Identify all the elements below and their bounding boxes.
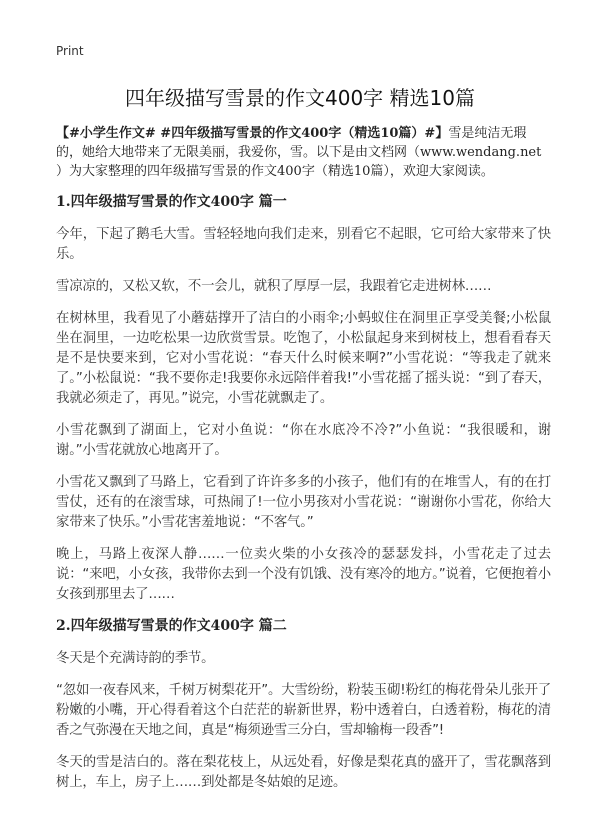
paragraph: 在树林里，我看见了小蘑菇撑开了洁白的小雨伞;小蚂蚁住在洞里正享受美餐;小松鼠坐在洞里，一边吃松果一边欣赏雪景。吃饱了，小松鼠起身来到树枝上，想看看春天是不是快要来到，它对小雪花说：“春天什么时候来啊?”小雪花说：“等我走了就来了。”小松鼠说：“我不要你走!我要你永远陪伴着我!”小雪花摇了摇头说：“到了春天，我就必须走了，再见。”说完，小雪花就飘走了。 [56, 311, 551, 406]
article-body [56, 124, 551, 805]
print-link[interactable]: Print [56, 44, 84, 58]
section-heading: 2.四年级描写雪景的作文400字 篇二 [56, 618, 287, 634]
paragraph: 晚上，马路上夜深人静……一位卖火柴的小女孩冷的瑟瑟发抖，小雪花走了过去说：“来吧，小女孩，我带你去到一个没有饥饿、没有寒冷的地方。”说着，它便抱着小女孩到那里去了…… [56, 547, 551, 602]
paragraph: 小雪花飘到了湖面上，它对小鱼说：“你在水底冷不冷?”小鱼说：“我很暖和，谢谢。”小雪花就放心地离开了。 [56, 423, 551, 458]
paragraph: 雪凉凉的，又松又软，不一会儿，就积了厚厚一层，我跟着它走进树林…… [56, 279, 492, 294]
paragraph: 冬天是个充满诗韵的季节。 [56, 651, 215, 666]
paragraph: 小雪花又飘到了马路上，它看到了许许多多的小孩子，他们有的在堆雪人，有的在打雪仗，还有的在滚雪球，可热闹了!一位小男孩对小雪花说：“谢谢你小雪花，你给大家带来了快乐。”小雪花害羞地说：“不客气。” [56, 475, 551, 530]
intro-tags: 【#小学生作文# #四年级描写雪景的作文400字（精选10篇）#】 [56, 126, 449, 141]
intro-text: 雪是纯洁无瑕的，她给大地带来了无限美丽，我爱你，雪。以下是由文档网（www.wendang.net ）为大家整理的四年级描写雪景的作文400字（精选10篇），欢迎大家阅读。 [56, 126, 542, 179]
paragraph: 今年，下起了鹅毛大雪。雪轻轻地向我们走来，别看它不起眼，它可给大家带来了快乐。 [56, 227, 551, 262]
page-title: 四年级描写雪景的作文400字 精选10篇 [125, 86, 475, 110]
section-heading: 1.四年级描写雪景的作文400字 篇一 [56, 194, 287, 210]
paragraph: “忽如一夜春风来，千树万树梨花开”。大雪纷纷，粉装玉砌!粉红的梅花骨朵儿张开了粉嫩的小嘴，开心得看着这个白茫茫的崭新世界，粉中透着白，白透着粉，梅花的清香之气弥漫在天地之间，真是“梅须逊雪三分白，雪却输梅一段香”! [56, 683, 551, 738]
section-2 [56, 617, 551, 793]
paragraph: 冬天的雪是洁白的。落在梨花枝上，从远处看，好像是梨花真的盛开了，雪花飘落到树上，车上，房子上……到处都是冬姑娘的足迹。 [56, 755, 551, 790]
section-1 [56, 193, 551, 605]
intro-paragraph [56, 124, 551, 181]
